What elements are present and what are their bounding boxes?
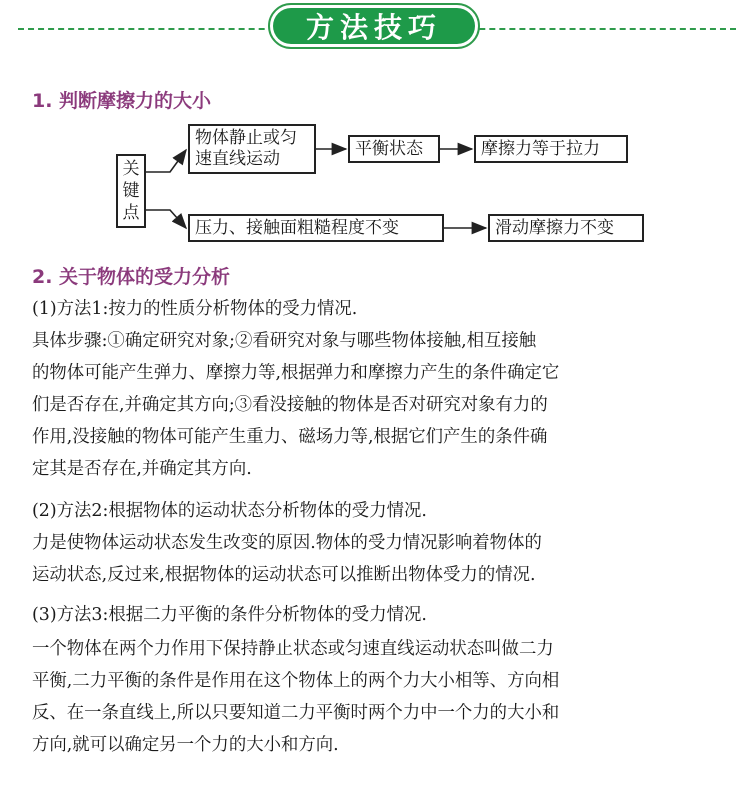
text-line: 运动状态,反过来,根据物体的运动状态可以推断出物体受力的情况. [32,565,536,585]
text-line: (1)方法1:按力的性质分析物体的受力情况. [32,299,358,319]
text-line: (3)方法3:根据二力平衡的条件分析物体的受力情况. [32,605,427,625]
box-equilibrium: 平衡状态 [348,135,440,163]
text-line: 的物体可能产生弹力、摩擦力等,根据弹力和摩擦力产生的条件确定它 [32,363,560,383]
box-friction-equals-pull: 摩擦力等于拉力 [474,135,628,163]
text-line: 一个物体在两个力作用下保持静止状态或匀速直线运动状态叫做二力 [32,639,554,659]
text-line: 们是否存在,并确定其方向;③看没接触的物体是否对研究对象有力的 [32,395,548,415]
text-line: 作用,没接触的物体可能产生重力、磁场力等,根据它们产生的条件确 [32,427,548,447]
text-line: 方向,就可以确定另一个力的大小和方向. [32,735,339,755]
text-line: 平衡,二力平衡的条件是作用在这个物体上的两个力大小相等、方向相 [32,671,560,691]
section1-heading: 1. 判断摩擦力的大小 [32,90,212,112]
text-line: 具体步骤:①确定研究对象;②看研究对象与哪些物体接触,相互接触 [32,331,537,351]
section2-heading: 2. 关于物体的受力分析 [32,266,231,288]
key-point-box: 关 键 点 [116,154,146,228]
banner-title: 方法技巧 [273,8,475,44]
box-static-or-uniform: 物体静止或匀 速直线运动 [188,124,316,174]
box-sliding-friction-unchanged: 滑动摩擦力不变 [488,214,644,242]
text-line: (2)方法2:根据物体的运动状态分析物体的受力情况. [32,501,427,521]
text-line: 定其是否存在,并确定其方向. [32,459,252,479]
text-line: 力是使物体运动状态发生改变的原因.物体的受力情况影响着物体的 [32,533,542,553]
box-pressure-surface-unchanged: 压力、接触面粗糙程度不变 [188,214,444,242]
text-line: 反、在一条直线上,所以只要知道二力平衡时两个力中一个力的大小和 [32,703,560,723]
